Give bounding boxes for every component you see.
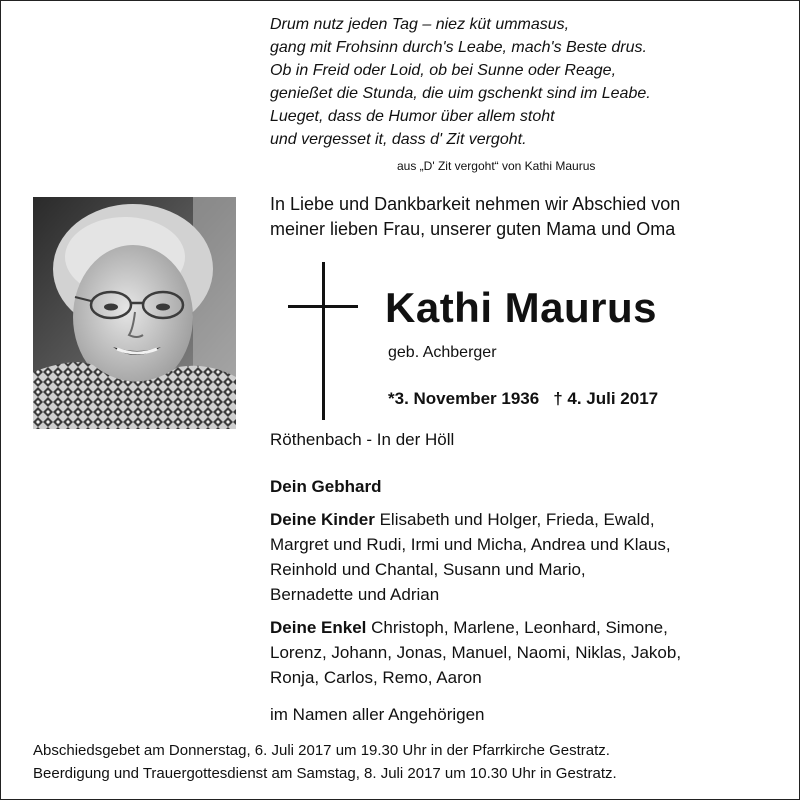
portrait-photo <box>33 197 236 429</box>
grandchildren-line: Lorenz, Johann, Jonas, Manuel, Naomi, Niklas, Jakob, <box>270 643 682 662</box>
poem-line: genießet die Stunda, die uim gschenkt sind im Leabe. <box>270 85 651 102</box>
birth-date: *3. November 1936 <box>388 389 540 408</box>
children <box>270 507 770 607</box>
mourners-list <box>270 474 770 698</box>
cross-icon-bar <box>288 305 358 308</box>
intro-text <box>270 192 780 242</box>
children-line: Elisabeth und Holger, Frieda, Ewald, <box>379 510 655 529</box>
prayer-info: Abschiedsgebet am Donnerstag, 6. Juli 2017 um 19.30 Uhr in der Pfarrkirche Gestratz. <box>33 742 610 759</box>
death-date: † 4. Juli 2017 <box>553 389 659 408</box>
grandchildren-line: Ronja, Carlos, Remo, Aaron <box>270 668 482 687</box>
grandchildren-line: Christoph, Marlene, Leonhard, Simone, <box>371 618 668 637</box>
maiden-name: geb. Achberger <box>388 344 497 361</box>
deceased-name: Kathi Maurus <box>385 284 658 331</box>
cross-icon <box>322 262 325 420</box>
spouse <box>270 474 770 499</box>
grandchildren <box>270 615 770 690</box>
residence: Röthenbach - In der Höll <box>270 430 455 449</box>
behalf-line: im Namen aller Angehörigen <box>270 705 485 724</box>
poem <box>270 13 750 151</box>
poem-line: Ob in Freid oder Loid, ob bei Sunne oder Reage, <box>270 62 617 79</box>
children-line: Bernadette und Adrian <box>270 585 440 604</box>
poem-source: aus „D' Zit vergoht“ von Kathi Maurus <box>397 159 596 173</box>
life-dates <box>388 387 658 411</box>
service-info <box>33 739 793 785</box>
intro-line: meiner lieben Frau, unserer guten Mama und Oma <box>270 219 676 239</box>
poem-line: Drum nutz jeden Tag – niez küt ummasus, <box>270 16 570 33</box>
poem-line: gang mit Frohsinn durch's Leabe, mach's Beste drus. <box>270 39 647 56</box>
children-line: Margret und Rudi, Irmi und Micha, Andrea und Klaus, <box>270 535 671 554</box>
funeral-info: Beerdigung und Trauergottesdienst am Samstag, 8. Juli 2017 um 10.30 Uhr in Gestratz. <box>33 765 617 782</box>
portrait-illustration <box>33 197 236 429</box>
poem-line: und vergesset it, dass d' Zit vergoht. <box>270 131 527 148</box>
children-line: Reinhold und Chantal, Susann und Mario, <box>270 560 586 579</box>
grandchildren-label: Deine Enkel <box>270 618 367 637</box>
children-label: Deine Kinder <box>270 510 375 529</box>
intro-line: In Liebe und Dankbarkeit nehmen wir Abschied von <box>270 194 681 214</box>
spouse-name: Dein Gebhard <box>270 477 382 496</box>
poem-line: Lueget, dass de Humor über allem stoht <box>270 108 555 125</box>
